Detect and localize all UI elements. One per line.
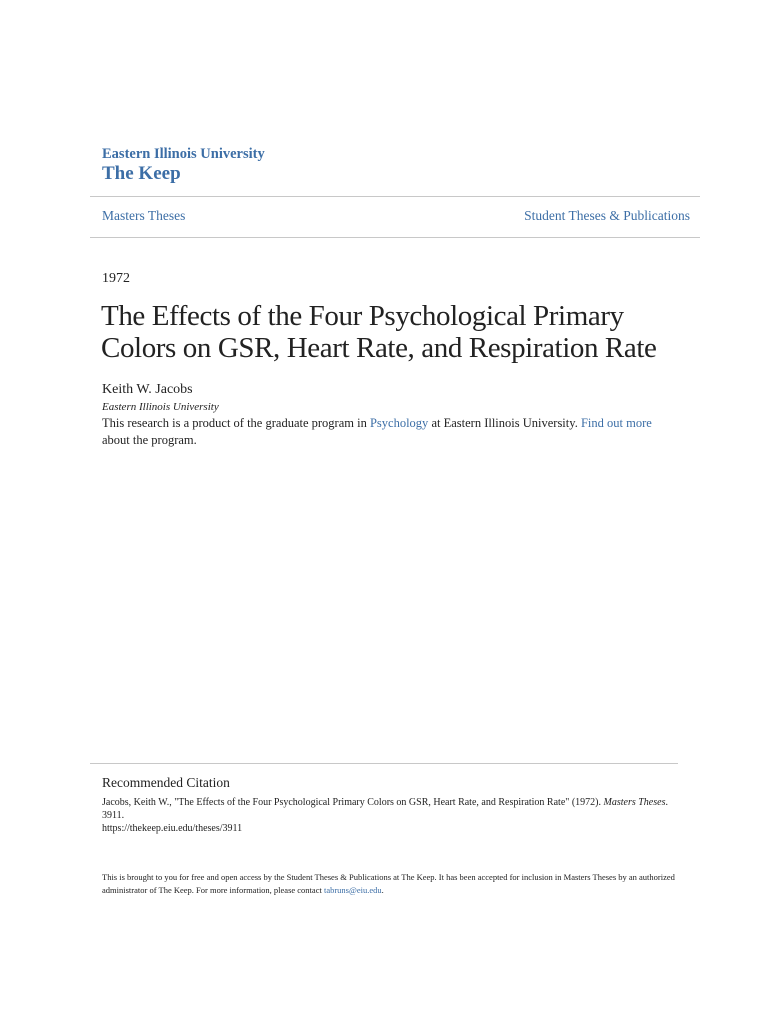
contact-email-link[interactable]: tabruns@eiu.edu [323,884,382,895]
publication-year: 1972 [102,271,130,286]
citation-series: Masters Theses [603,797,666,808]
author-affiliation: Eastern Illinois University [102,401,219,413]
program-statement [102,415,682,449]
psychology-program-link[interactable]: Psychology [369,416,429,430]
citation-body [102,796,682,835]
citation-text-suffix: . 3911. [102,797,668,821]
program-statement-middle: at Eastern Illinois University. [428,416,581,430]
nav-divider [90,237,700,238]
program-statement-suffix: about the program. [102,433,197,447]
citation-heading: Recommended Citation [102,775,230,790]
title-line-1: The Effects of the Four Psychological Primary [101,300,624,332]
footer-text: This is brought to you for free and open access by the Student Theses & Publications at The Keep. It has been accepted for inclusion in Masters Theses by an authorized administrator of The Keep. For more information, please contact [102,872,675,895]
institution-name-link[interactable]: Eastern Illinois University [102,146,265,162]
masters-theses-link[interactable]: Masters Theses [102,208,186,223]
citation-text-prefix: Jacobs, Keith W., "The Effects of the Four Psychological Primary Colors on GSR, Heart Rate, and Respiration Rate" (1972). [102,797,604,808]
student-theses-publications-link[interactable]: Student Theses & Publications [524,208,690,223]
citation-text [102,796,682,822]
top-divider [90,196,700,197]
find-out-more-link[interactable]: Find out more [580,416,652,430]
program-statement-prefix: This research is a product of the graduate program in [102,416,370,430]
repository-name-link[interactable]: The Keep [102,163,181,184]
citation-divider [90,763,678,764]
footer-end: . [381,884,384,895]
citation-url[interactable]: https://thekeep.eiu.edu/theses/3911 [102,823,243,834]
title-line-2: Colors on GSR, Heart Rate, and Respiration Rate [101,332,657,364]
author-name: Keith W. Jacobs [102,382,193,397]
institution-block [102,145,265,185]
access-footer [102,871,682,896]
document-title [101,300,701,364]
